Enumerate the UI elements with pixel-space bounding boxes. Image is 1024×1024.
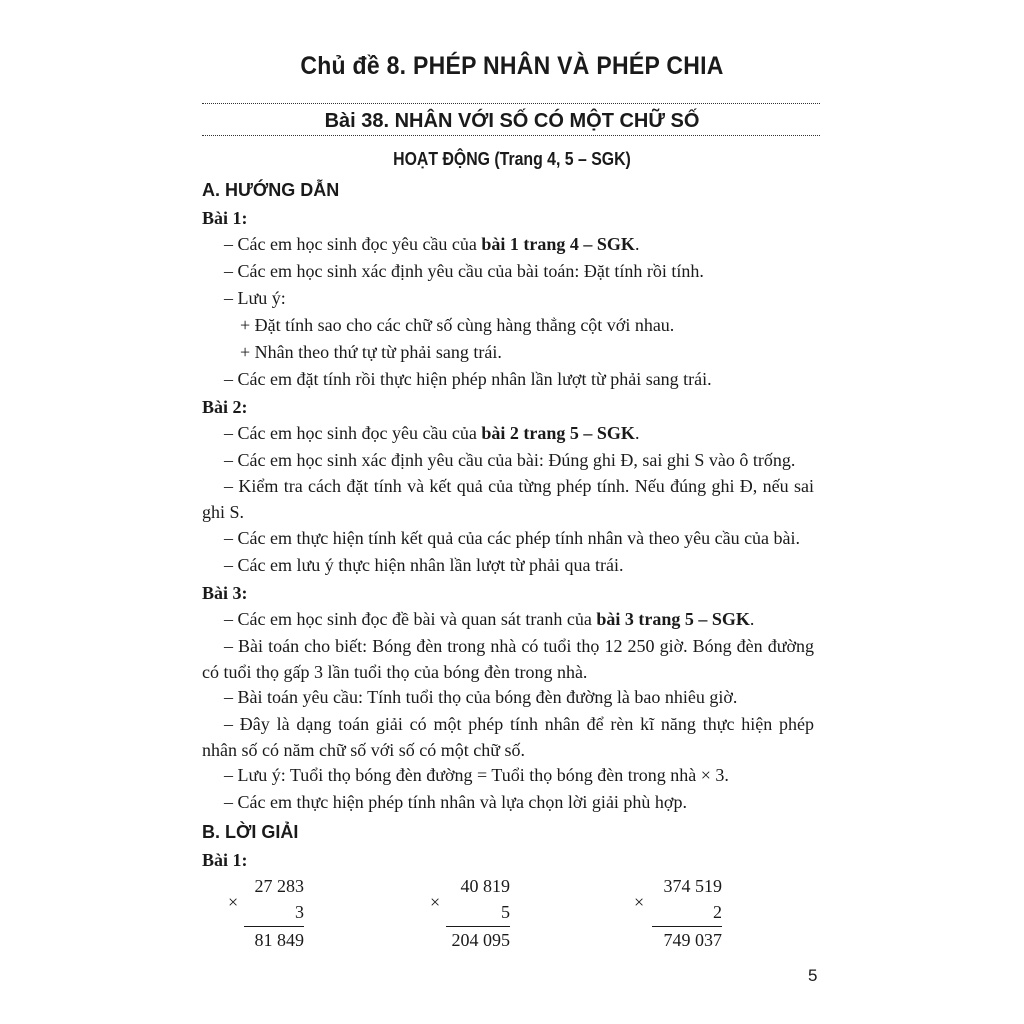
bai2-line-4: – Các em thực hiện tính kết quả của các phép tính nhân và theo yêu cầu của bài. bbox=[224, 528, 801, 548]
product: 204 095 bbox=[451, 930, 510, 950]
bai2-label: Bài 2: bbox=[202, 397, 248, 417]
solution-bai1-label: Bài 1: bbox=[202, 850, 248, 870]
chapter-title: Chủ đề 8. PHÉP NHÂN VÀ PHÉP CHIA bbox=[300, 52, 724, 80]
times-sign: × bbox=[430, 892, 441, 912]
multiplicand: 27 283 bbox=[254, 876, 304, 896]
bai2-line-3: – Kiểm tra cách đặt tính và kết quả của từng phép tính. Nếu đúng ghi Đ, nếu sai ghi S. bbox=[202, 476, 814, 522]
bai3-line-1: – Các em học sinh đọc đề bài và quan sát tranh của bài 3 trang 5 – SGK. bbox=[224, 609, 755, 629]
multiplicand: 40 819 bbox=[460, 876, 510, 896]
multiplier: 2 bbox=[713, 902, 722, 922]
multiplication-2 bbox=[428, 876, 510, 956]
result-line bbox=[652, 926, 722, 927]
bai1-line-3: – Lưu ý: bbox=[224, 288, 286, 308]
bai3-line-2: – Bài toán cho biết: Bóng đèn trong nhà có tuổi thọ 12 250 giờ. Bóng đèn đường có tuổi thọ gấp 3 lần tuổi thọ của bóng đèn trong nhà. bbox=[202, 636, 814, 682]
bai3-line-4: – Đây là dạng toán giải có một phép tính nhân để rèn kĩ năng thực hiện phép nhân số có năm chữ số với số có một chữ số. bbox=[202, 714, 814, 760]
bai1-line-1: – Các em học sinh đọc yêu cầu của bài 1 trang 4 – SGK. bbox=[224, 234, 640, 254]
section-a-heading: A. HƯỚNG DẪN bbox=[202, 180, 340, 200]
bai3-line-6: – Các em thực hiện phép tính nhân và lựa chọn lời giải phù hợp. bbox=[224, 792, 687, 812]
bai3-line-5: – Lưu ý: Tuổi thọ bóng đèn đường = Tuổi thọ bóng đèn trong nhà × 3. bbox=[224, 765, 729, 785]
bai2-line-2: – Các em học sinh xác định yêu cầu của bài: Đúng ghi Đ, sai ghi S vào ô trống. bbox=[224, 450, 796, 470]
lesson-title: Bài 38. NHÂN VỚI SỐ CÓ MỘT CHỮ SỐ bbox=[324, 110, 700, 132]
multiplier: 3 bbox=[295, 902, 304, 922]
bai2-line-1: – Các em học sinh đọc yêu cầu của bài 2 trang 5 – SGK. bbox=[224, 423, 640, 443]
bai1-line-4: + Đặt tính sao cho các chữ số cùng hàng thẳng cột với nhau. bbox=[240, 315, 675, 335]
bai1-line-6: – Các em đặt tính rồi thực hiện phép nhân lần lượt từ phải sang trái. bbox=[224, 369, 712, 389]
times-sign: × bbox=[634, 892, 645, 912]
bai3-line-3: – Bài toán yêu cầu: Tính tuổi thọ của bóng đèn đường là bao nhiêu giờ. bbox=[224, 687, 738, 707]
bai1-line-2: – Các em học sinh xác định yêu cầu của bài toán: Đặt tính rồi tính. bbox=[224, 261, 704, 281]
multiplier: 5 bbox=[501, 902, 510, 922]
page-number: 5 bbox=[808, 966, 818, 985]
bai1-label: Bài 1: bbox=[202, 208, 248, 228]
section-b-heading: B. LỜI GIẢI bbox=[202, 822, 299, 842]
bai3-label: Bài 3: bbox=[202, 583, 248, 603]
product: 81 849 bbox=[254, 930, 304, 950]
product: 749 037 bbox=[663, 930, 722, 950]
multiplication-3 bbox=[632, 876, 722, 956]
result-line bbox=[446, 926, 510, 927]
result-line bbox=[244, 926, 304, 927]
divider-top bbox=[202, 103, 820, 104]
multiplication-1 bbox=[226, 876, 304, 956]
times-sign: × bbox=[228, 892, 239, 912]
bai1-line-5: + Nhân theo thứ tự từ phải sang trái. bbox=[240, 342, 502, 362]
activity-title: HOẠT ĐỘNG (Trang 4, 5 – SGK) bbox=[393, 149, 631, 169]
divider-bottom bbox=[202, 135, 820, 136]
bai2-line-5: – Các em lưu ý thực hiện nhân lần lượt từ phải qua trái. bbox=[224, 555, 624, 575]
multiplicand: 374 519 bbox=[663, 876, 722, 896]
